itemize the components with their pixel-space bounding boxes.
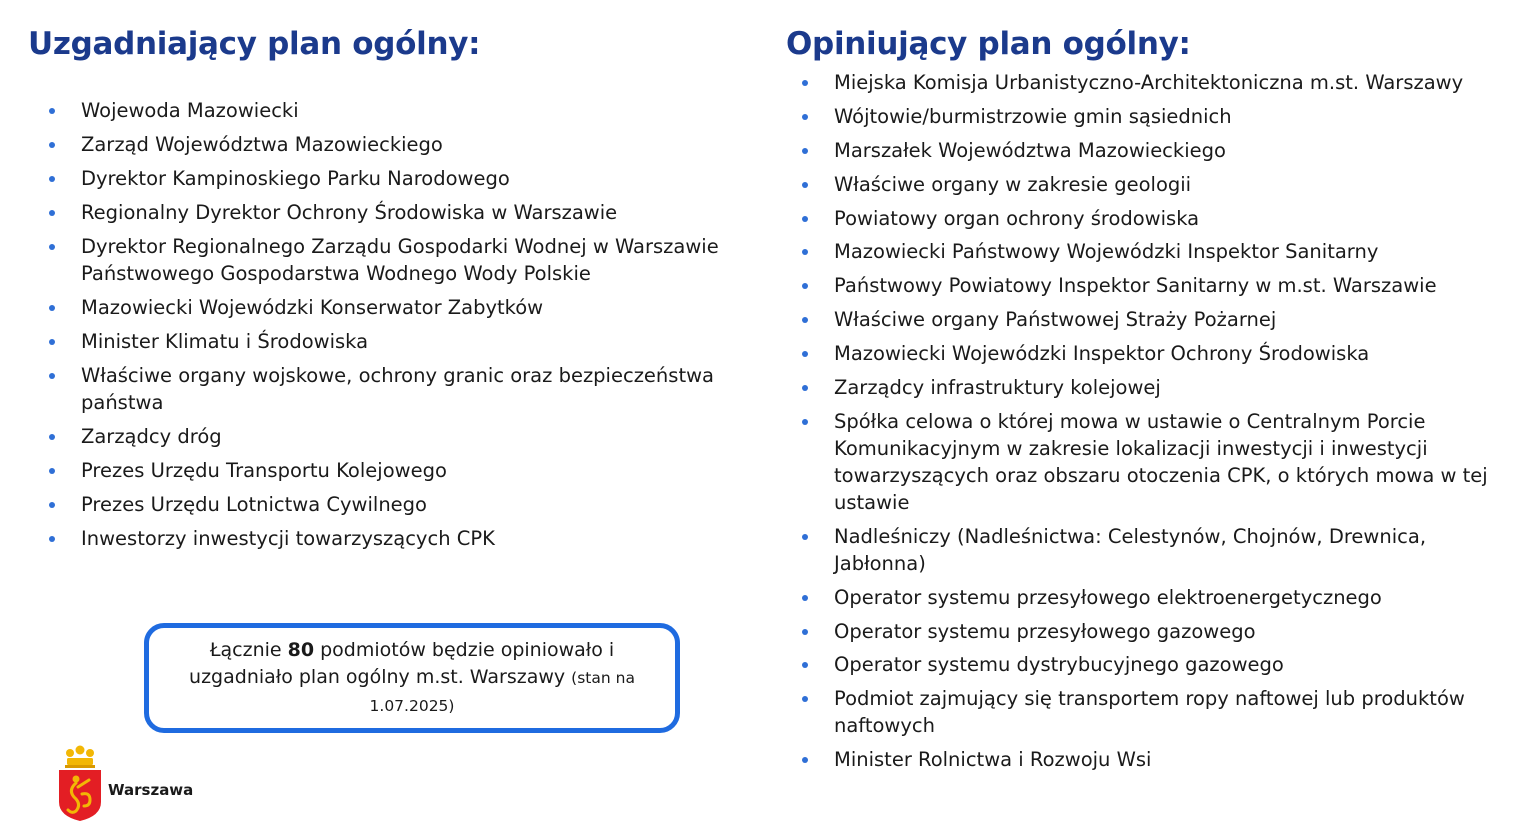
left-list-item: Minister Klimatu i Środowiska (47, 328, 727, 355)
summary-count: 80 (287, 638, 315, 661)
right-list-item: Właściwe organy Państwowej Straży Pożarnej (800, 306, 1520, 333)
right-list-item: Operator systemu dystrybucyjnego gazowego (800, 651, 1520, 678)
right-list-item: Operator systemu przesyłowego elektroenergetycznego (800, 584, 1520, 611)
left-list-item: Mazowiecki Wojewódzki Konserwator Zabytków (47, 294, 727, 321)
summary-note: (stan na 1.07.2025) (369, 668, 635, 715)
left-list-item: Prezes Urzędu Transportu Kolejowego (47, 457, 727, 484)
right-list-item: Spółka celowa o której mowa w ustawie o Centralnym Porcie Komunikacyjnym w zakresie lokalizacji inwestycji i inwestycji towarzyszących oraz obszaru otoczenia CPK, o których mowa w tej ustawie (800, 408, 1520, 516)
right-list-item: Państwowy Powiatowy Inspektor Sanitarny w m.st. Warszawie (800, 272, 1520, 299)
right-list-item: Mazowiecki Wojewódzki Inspektor Ochrony Środowiska (800, 340, 1520, 367)
left-list-item: Prezes Urzędu Lotnictwa Cywilnego (47, 491, 727, 518)
left-list-item: Inwestorzy inwestycji towarzyszących CPK (47, 525, 727, 552)
summary-middle: podmiotów będzie opiniowało i uzgadniało plan ogólny m.st. Warszawy (189, 638, 615, 688)
right-list-item: Miejska Komisja Urbanistyczno-Architektoniczna m.st. Warszawy (800, 69, 1520, 96)
summary-box (144, 623, 680, 733)
summary-text (177, 637, 647, 720)
right-list-item: Zarządcy infrastruktury kolejowej (800, 374, 1520, 401)
left-list-item: Wojewoda Mazowiecki (47, 97, 727, 124)
right-list-item: Nadleśniczy (Nadleśnictwa: Celestynów, Chojnów, Drewnica, Jabłonna) (800, 523, 1520, 577)
crown-icon (65, 746, 95, 769)
left-list-item: Zarząd Województwa Mazowieckiego (47, 131, 727, 158)
left-list-item: Regionalny Dyrektor Ochrony Środowiska w Warszawie (47, 199, 727, 226)
right-list (800, 69, 1520, 780)
right-list-item: Mazowiecki Państwowy Wojewódzki Inspektor Sanitarny (800, 238, 1520, 265)
left-section-title: Uzgadniający plan ogólny: (28, 26, 481, 62)
right-list-item: Operator systemu przesyłowego gazowego (800, 618, 1520, 645)
left-list-item: Zarządcy dróg (47, 423, 727, 450)
right-list-item: Wójtowie/burmistrzowie gmin sąsiednich (800, 103, 1520, 130)
right-section-title: Opiniujący plan ogólny: (786, 26, 1191, 62)
right-list-item: Powiatowy organ ochrony środowiska (800, 205, 1520, 232)
right-list-item: Marszałek Województwa Mazowieckiego (800, 137, 1520, 164)
left-list-item: Dyrektor Regionalnego Zarządu Gospodarki Wodnej w Warszawie Państwowego Gospodarstwa Wodnego Wody Polskie (47, 233, 727, 287)
left-list (47, 97, 727, 559)
left-list-item: Właściwe organy wojskowe, ochrony granic oraz bezpieczeństwa państwa (47, 362, 727, 416)
logo-text: Warszawa (108, 781, 194, 799)
warsaw-coat-of-arms-icon (56, 744, 104, 822)
right-list-item: Podmiot zajmujący się transportem ropy naftowej lub produktów naftowych (800, 685, 1520, 739)
shield-icon (59, 770, 101, 821)
right-list-item: Właściwe organy w zakresie geologii (800, 171, 1520, 198)
summary-prefix: Łącznie (209, 638, 288, 661)
left-list-item: Dyrektor Kampinoskiego Parku Narodowego (47, 165, 727, 192)
right-list-item: Minister Rolnictwa i Rozwoju Wsi (800, 746, 1520, 773)
